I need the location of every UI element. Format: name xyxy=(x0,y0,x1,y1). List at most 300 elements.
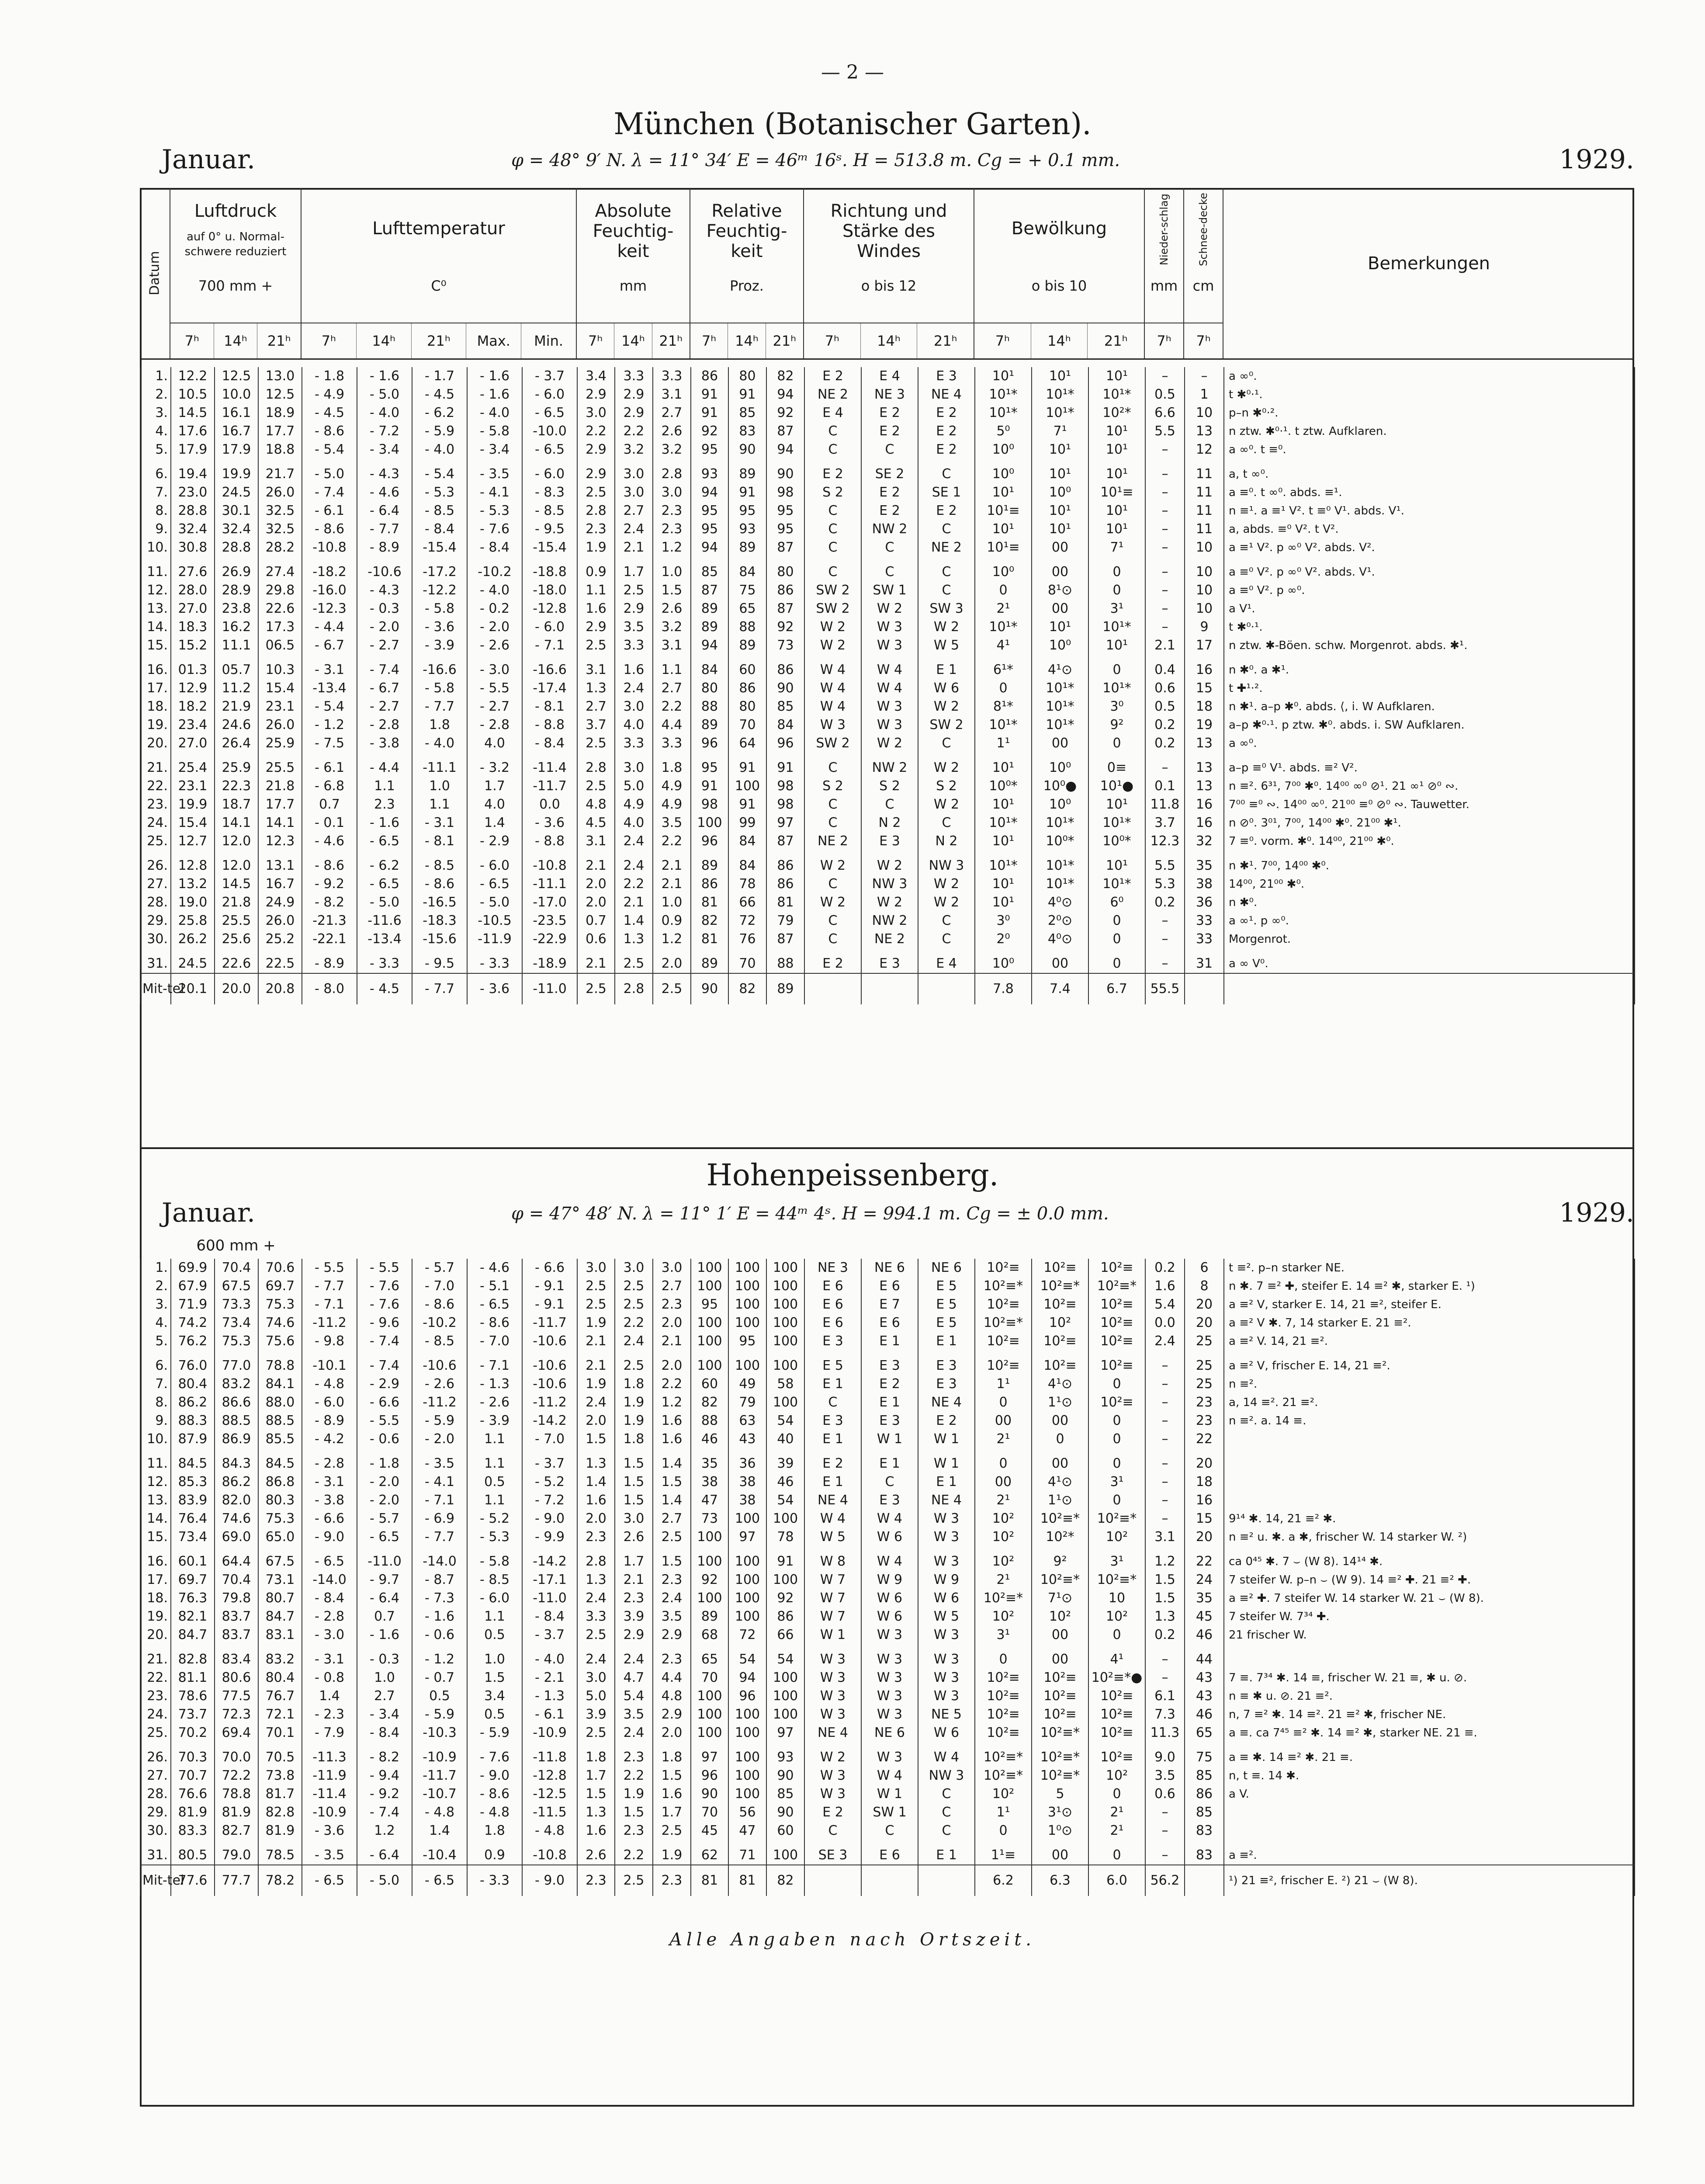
cell-t7: - 5.4 xyxy=(302,698,357,716)
cell-nied: – xyxy=(1145,1650,1185,1669)
cell-r21: 81 xyxy=(766,893,804,912)
cell-tmax: - 2.9 xyxy=(467,832,522,851)
cell-p7: 71.9 xyxy=(171,1295,215,1314)
cell-nied: – xyxy=(1145,1375,1185,1393)
cell-a14: 2.2 xyxy=(615,875,653,893)
cell-t21: - 2.6 xyxy=(412,1375,467,1393)
gap-cell xyxy=(861,1546,918,1552)
cell-tmax: - 6.0 xyxy=(467,857,522,875)
cell-a7: 2.5 xyxy=(577,1295,615,1314)
cell-r14: 70 xyxy=(728,955,766,973)
cell-r7: 89 xyxy=(691,600,728,618)
gap-cell xyxy=(1088,459,1145,465)
cell-r21: 54 xyxy=(766,1650,804,1669)
cell-b21: 10²≡ xyxy=(1088,1687,1145,1705)
cell-r21: 39 xyxy=(766,1455,804,1473)
cell-w7: W 7 xyxy=(804,1571,861,1589)
cell-nied: – xyxy=(1145,1455,1185,1473)
cell-t14: -11.6 xyxy=(357,912,412,930)
cell-a14: 3.3 xyxy=(615,636,653,655)
gap-cell xyxy=(1032,655,1088,661)
cell-day: 24. xyxy=(140,1705,171,1724)
cell-a14: 4.7 xyxy=(615,1669,653,1687)
cell-b21: 10²≡ xyxy=(1088,1314,1145,1332)
cell-r14: 47 xyxy=(728,1822,766,1840)
cell-r21: 92 xyxy=(766,618,804,636)
cell-p7: 12.9 xyxy=(171,679,215,698)
cell-schnee: 9 xyxy=(1185,618,1224,636)
cell-w7: W 3 xyxy=(804,1767,861,1785)
cell-r7: 81 xyxy=(691,930,728,948)
gap-cell xyxy=(467,1546,522,1552)
cell-r14: 100 xyxy=(728,1748,766,1767)
cell-a7: 2.5 xyxy=(577,973,615,1004)
header-rel-unit: Proz. xyxy=(730,278,764,294)
gap-cell xyxy=(1088,1644,1145,1650)
cell-r21: 86 xyxy=(766,875,804,893)
cell-day: 5. xyxy=(140,1332,171,1351)
cell-b7: 10⁰* xyxy=(975,777,1032,795)
cell-rem: a, t ∞⁰. xyxy=(1224,465,1635,483)
cell-t7: - 3.0 xyxy=(302,1626,357,1644)
cell-w21: C xyxy=(918,520,975,538)
cell-b7: 0 xyxy=(975,679,1032,698)
cell-schnee: 10 xyxy=(1185,563,1224,581)
cell-b7: 10¹ xyxy=(975,520,1032,538)
cell-t21: -14.0 xyxy=(412,1552,467,1571)
cell-rem: a ≡⁰. t ∞⁰. abds. ≡¹. xyxy=(1224,483,1635,502)
cell-r14: 72 xyxy=(728,912,766,930)
cell-p14: 22.6 xyxy=(215,955,258,973)
table-row xyxy=(140,483,1635,502)
cell-w21: E 2 xyxy=(918,441,975,459)
cell-rem: a ≡² V. 14, 21 ≡². xyxy=(1224,1332,1635,1351)
cell-t21: -15.6 xyxy=(412,930,467,948)
cell-r14: 38 xyxy=(728,1491,766,1510)
cell-w14: E 1 xyxy=(861,1393,918,1412)
header-bew-unit: o bis 10 xyxy=(1031,278,1087,294)
cell-day: 8. xyxy=(140,502,171,520)
cell-day: 30. xyxy=(140,1822,171,1840)
cell-tmax: - 5.3 xyxy=(467,1528,522,1546)
cell-b21: 10²≡ xyxy=(1088,1748,1145,1767)
cell-nied: 1.2 xyxy=(1145,1552,1185,1571)
header-hour-7: 7ʰ xyxy=(690,323,728,358)
cell-b14: 1¹⊙ xyxy=(1032,1491,1088,1510)
cell-a21: 1.0 xyxy=(653,563,691,581)
cell-w21: W 4 xyxy=(918,1748,975,1767)
cell-w21: NE 4 xyxy=(918,1491,975,1510)
cell-rem: a ≡ ✱. 14 ≡² ✱. 21 ≡. xyxy=(1224,1748,1635,1767)
gap-cell xyxy=(653,1840,691,1846)
header-luftdruck xyxy=(170,188,301,358)
cell-a14: 1.5 xyxy=(615,1473,653,1491)
cell-b7: 0 xyxy=(975,1393,1032,1412)
header-rel-feuchtigkeit xyxy=(690,188,804,358)
cell-schnee: 16 xyxy=(1185,1491,1224,1510)
cell-t7: -11.4 xyxy=(302,1785,357,1803)
cell-tmax: 1.5 xyxy=(467,1669,522,1687)
cell-b21: 10¹* xyxy=(1088,679,1145,698)
cell-w14: NE 6 xyxy=(861,1259,918,1277)
cell-b21: 0 xyxy=(1088,1491,1145,1510)
cell-t7: - 4.9 xyxy=(302,385,357,404)
gap-cell xyxy=(804,1351,861,1357)
cell-t7: - 4.4 xyxy=(302,618,357,636)
cell-p7: 25.8 xyxy=(171,912,215,930)
cell-t21: 1.0 xyxy=(412,777,467,795)
header-nieder-hours xyxy=(1145,323,1183,358)
cell-t21: - 2.0 xyxy=(412,1430,467,1448)
gap-cell xyxy=(1185,655,1224,661)
cell-p14: 67.5 xyxy=(215,1277,258,1295)
cell-r21: 100 xyxy=(766,1295,804,1314)
cell-p21: 78.5 xyxy=(258,1846,302,1865)
cell-a21: 3.2 xyxy=(653,618,691,636)
cell-p14: 69.4 xyxy=(215,1724,258,1742)
cell-a21: 2.7 xyxy=(653,1277,691,1295)
cell-p21: 83.2 xyxy=(258,1650,302,1669)
cell-t7: - 8.6 xyxy=(302,422,357,441)
cell-w14: C xyxy=(861,1473,918,1491)
gap-cell xyxy=(577,1644,615,1650)
cell-t14: - 6.5 xyxy=(357,1528,412,1546)
cell-r14: 71 xyxy=(728,1846,766,1865)
gap-cell xyxy=(691,1546,728,1552)
cell-t7: - 0.8 xyxy=(302,1669,357,1687)
gap-cell xyxy=(653,851,691,857)
cell-tmax: - 3.6 xyxy=(467,973,522,1004)
cell-b21: 0 xyxy=(1088,1785,1145,1803)
cell-w7: E 6 xyxy=(804,1295,861,1314)
cell-tmin: - 6.5 xyxy=(522,441,577,459)
cell-t7: - 2.8 xyxy=(302,1455,357,1473)
cell-b14: 0 xyxy=(1032,1430,1088,1448)
cell-a14: 1.5 xyxy=(615,1491,653,1510)
cell-r21: 87 xyxy=(766,930,804,948)
cell-p7: 88.3 xyxy=(171,1412,215,1430)
cell-b14: 00 xyxy=(1032,563,1088,581)
cell-w14: NE 2 xyxy=(861,930,918,948)
cell-r21: 80 xyxy=(766,563,804,581)
cell-a21: 4.4 xyxy=(653,1669,691,1687)
gap-cell xyxy=(522,459,577,465)
cell-r14: 80 xyxy=(728,698,766,716)
gap-cell xyxy=(171,459,215,465)
gap-cell xyxy=(140,1351,171,1357)
cell-tmax: - 3.0 xyxy=(467,661,522,679)
gap-cell xyxy=(302,557,357,563)
cell-a21: 2.0 xyxy=(653,1357,691,1375)
cell-r14: 82 xyxy=(728,973,766,1004)
cell-a14: 2.7 xyxy=(615,502,653,520)
gap-cell xyxy=(615,851,653,857)
cell-w14: E 1 xyxy=(861,1455,918,1473)
header-hour-14: 14ʰ xyxy=(614,323,652,358)
gap-cell xyxy=(804,851,861,857)
gap-cell xyxy=(412,1644,467,1650)
cell-t7: -14.0 xyxy=(302,1571,357,1589)
cell-w7: NE 2 xyxy=(804,832,861,851)
cell-b14: 10⁰● xyxy=(1032,777,1088,795)
gap-cell xyxy=(215,948,258,955)
cell-r7: 93 xyxy=(691,465,728,483)
gap-cell xyxy=(861,1448,918,1455)
cell-b14: 10²* xyxy=(1032,1528,1088,1546)
cell-rem: n ✱⁰. a ✱¹. xyxy=(1224,661,1635,679)
cell-a21: 1.9 xyxy=(653,1846,691,1865)
cell-r7: 95 xyxy=(691,1295,728,1314)
table-row xyxy=(140,1724,1635,1742)
cell-tmax: - 3.5 xyxy=(467,465,522,483)
gap-cell xyxy=(804,1742,861,1748)
cell-t7: - 2.8 xyxy=(302,1608,357,1626)
cell-t7: - 4.8 xyxy=(302,1375,357,1393)
cell-w7: C xyxy=(804,930,861,948)
gap-cell xyxy=(1088,1742,1145,1748)
cell-a21: 2.1 xyxy=(653,1332,691,1351)
cell-p21: 70.1 xyxy=(258,1724,302,1742)
cell-w7: W 7 xyxy=(804,1608,861,1626)
cell-w7: W 2 xyxy=(804,636,861,655)
cell-tmin: -11.7 xyxy=(522,777,577,795)
cell-rem xyxy=(1224,1491,1635,1510)
header-hour-14: 14ʰ xyxy=(214,323,258,358)
cell-r14: 91 xyxy=(728,483,766,502)
gap-cell xyxy=(140,1546,171,1552)
cell-r14: 91 xyxy=(728,385,766,404)
cell-tmin: - 4.0 xyxy=(522,1650,577,1669)
cell-schnee: 83 xyxy=(1185,1822,1224,1840)
cell-w7: E 6 xyxy=(804,1314,861,1332)
cell-p21: 18.8 xyxy=(258,441,302,459)
cell-w21: C xyxy=(918,581,975,600)
cell-a14: 2.9 xyxy=(615,1626,653,1644)
cell-day: 10. xyxy=(140,538,171,557)
cell-nied: – xyxy=(1145,618,1185,636)
gap-cell xyxy=(522,1840,577,1846)
cell-p21: 27.4 xyxy=(258,563,302,581)
gap-cell xyxy=(258,557,302,563)
cell-t14: 2.3 xyxy=(357,795,412,814)
gap-cell xyxy=(975,1351,1032,1357)
cell-a21: 2.3 xyxy=(653,502,691,520)
cell-tmin: -10.8 xyxy=(522,857,577,875)
cell-t21: 1.8 xyxy=(412,716,467,734)
cell-p14: 82.0 xyxy=(215,1491,258,1510)
cell-a21: 2.2 xyxy=(653,832,691,851)
cell-nied: 0.0 xyxy=(1145,1314,1185,1332)
cell-t21: -15.4 xyxy=(412,538,467,557)
cell-w14: W 2 xyxy=(861,734,918,753)
cell-r7: 65 xyxy=(691,1650,728,1669)
cell-p7: 27.0 xyxy=(171,600,215,618)
cell-b14: 1¹⊙ xyxy=(1032,1393,1088,1412)
cell-nied: 3.1 xyxy=(1145,1528,1185,1546)
cell-p21: 75.3 xyxy=(258,1295,302,1314)
cell-tmax: 1.1 xyxy=(467,1608,522,1626)
cell-w14: E 7 xyxy=(861,1295,918,1314)
cell-nied: 12.3 xyxy=(1145,832,1185,851)
gap-cell xyxy=(467,1840,522,1846)
header-schnee-box xyxy=(1184,192,1223,267)
cell-p14: 32.4 xyxy=(215,520,258,538)
cell-r7: 84 xyxy=(691,661,728,679)
cell-tmin: - 3.7 xyxy=(522,1455,577,1473)
gap-cell xyxy=(577,753,615,759)
cell-day: 25. xyxy=(140,832,171,851)
cell-w14: W 2 xyxy=(861,857,918,875)
gap-cell xyxy=(1185,851,1224,857)
cell-tmin: -16.6 xyxy=(522,661,577,679)
header-nieder-box xyxy=(1145,192,1183,267)
cell-a7: 3.0 xyxy=(577,1259,615,1277)
cell-p14: 84.3 xyxy=(215,1455,258,1473)
cell-w21: C xyxy=(918,465,975,483)
cell-t14: - 6.5 xyxy=(357,832,412,851)
cell-w14: W 3 xyxy=(861,1687,918,1705)
cell-r14: 100 xyxy=(728,1785,766,1803)
cell-a21: 1.1 xyxy=(653,661,691,679)
table-row xyxy=(140,857,1635,875)
header-abs-label: Absolute Feuchtig-keit xyxy=(593,201,674,261)
cell-r21: 96 xyxy=(766,734,804,753)
cell-t7: - 8.6 xyxy=(302,520,357,538)
year-label: 1929. xyxy=(1559,1198,1634,1228)
gap-cell xyxy=(357,557,412,563)
gap-cell xyxy=(728,753,766,759)
cell-w14: E 3 xyxy=(861,955,918,973)
cell-a14: 2.4 xyxy=(615,1724,653,1742)
cell-b14: 7¹⊙ xyxy=(1032,1589,1088,1608)
cell-r7: 95 xyxy=(691,520,728,538)
cell-b14: 8¹⊙ xyxy=(1032,581,1088,600)
cell-day: 26. xyxy=(140,857,171,875)
cell-t14: - 6.2 xyxy=(357,857,412,875)
cell-w7 xyxy=(804,973,861,1004)
cell-w21 xyxy=(918,1865,975,1896)
cell-t7: - 5.4 xyxy=(302,441,357,459)
cell-a14: 2.5 xyxy=(615,1357,653,1375)
cell-w14: W 3 xyxy=(861,1650,918,1669)
cell-t21: - 7.7 xyxy=(412,1528,467,1546)
cell-p21: 65.0 xyxy=(258,1528,302,1546)
cell-b21: 6.7 xyxy=(1088,973,1145,1004)
cell-nied: 5.5 xyxy=(1145,857,1185,875)
gap-cell xyxy=(861,459,918,465)
cell-schnee: 12 xyxy=(1185,441,1224,459)
table-row xyxy=(140,1803,1635,1822)
cell-w7: E 2 xyxy=(804,1455,861,1473)
header-hour-21: 21ʰ xyxy=(659,333,683,349)
cell-r7: 85 xyxy=(691,563,728,581)
cell-p7: 27.0 xyxy=(171,734,215,753)
cell-b21: 0≡ xyxy=(1088,759,1145,777)
cell-r21: 94 xyxy=(766,385,804,404)
cell-tmin: -14.2 xyxy=(522,1412,577,1430)
cell-r21: 100 xyxy=(766,1669,804,1687)
table-row xyxy=(140,1491,1635,1510)
cell-tmin: - 5.2 xyxy=(522,1473,577,1491)
cell-rem: n ≡². xyxy=(1224,1375,1635,1393)
cell-p7: 77.6 xyxy=(171,1865,215,1896)
cell-tmin: - 9.1 xyxy=(522,1295,577,1314)
table-row xyxy=(140,465,1635,483)
cell-w7: W 3 xyxy=(804,716,861,734)
cell-b14: 10¹ xyxy=(1032,618,1088,636)
cell-b14: 10² xyxy=(1032,1608,1088,1626)
cell-tmax: - 8.6 xyxy=(467,1785,522,1803)
cell-a21: 2.2 xyxy=(653,698,691,716)
cell-t7: - 6.7 xyxy=(302,636,357,655)
cell-tmin: - 6.0 xyxy=(522,618,577,636)
cell-r14: 80 xyxy=(728,367,766,385)
cell-r14: 43 xyxy=(728,1430,766,1448)
cell-t14: -13.4 xyxy=(357,930,412,948)
cell-w14: NW 2 xyxy=(861,520,918,538)
cell-r7: 86 xyxy=(691,875,728,893)
gap-cell xyxy=(577,851,615,857)
gap-cell xyxy=(653,1546,691,1552)
cell-t14: - 6.6 xyxy=(357,1393,412,1412)
cell-rem: p–n ✱⁰·². xyxy=(1224,404,1635,422)
cell-p21: 32.5 xyxy=(258,502,302,520)
cell-a14: 5.4 xyxy=(615,1687,653,1705)
table-row xyxy=(140,563,1635,581)
cell-w14: C xyxy=(861,441,918,459)
cell-t21: - 3.9 xyxy=(412,636,467,655)
cell-r14: 70 xyxy=(728,716,766,734)
cell-p14: 83.2 xyxy=(215,1375,258,1393)
cell-r14: 65 xyxy=(728,600,766,618)
cell-p14: 77.0 xyxy=(215,1357,258,1375)
cell-b21: 9² xyxy=(1088,716,1145,734)
cell-p14: 18.7 xyxy=(215,795,258,814)
cell-schnee: 75 xyxy=(1185,1748,1224,1767)
table-row xyxy=(140,912,1635,930)
table-row xyxy=(140,734,1635,753)
table-row xyxy=(140,955,1635,973)
cell-b7: 10¹* xyxy=(975,385,1032,404)
gap-cell xyxy=(766,1742,804,1748)
station-title-muenchen: München (Botanischer Garten). xyxy=(613,107,1092,142)
cell-a7: 1.1 xyxy=(577,581,615,600)
cell-a21: 1.2 xyxy=(653,930,691,948)
cell-a21: 3.2 xyxy=(653,441,691,459)
cell-b7: 2¹ xyxy=(975,1491,1032,1510)
cell-a14: 3.0 xyxy=(615,698,653,716)
gap-cell xyxy=(975,1644,1032,1650)
cell-tmin: -14.2 xyxy=(522,1552,577,1571)
cell-a7: 2.6 xyxy=(577,1846,615,1865)
cell-p7: 14.5 xyxy=(171,404,215,422)
cell-r21: 97 xyxy=(766,1724,804,1742)
gap-cell xyxy=(1145,1351,1185,1357)
cell-schnee xyxy=(1185,973,1224,1004)
gap-cell xyxy=(615,1546,653,1552)
header-hour-7: 7ʰ xyxy=(1196,333,1211,349)
cell-t21: - 5.4 xyxy=(412,465,467,483)
gap-cell xyxy=(1032,1546,1088,1552)
gap-cell xyxy=(215,1546,258,1552)
cell-tmax: - 8.4 xyxy=(467,538,522,557)
cell-a21: 2.2 xyxy=(653,1375,691,1393)
gap-cell xyxy=(1088,1351,1145,1357)
gap-cell xyxy=(140,851,171,857)
cell-day: 6. xyxy=(140,465,171,483)
cell-p7: 12.7 xyxy=(171,832,215,851)
cell-b14: 10¹* xyxy=(1032,404,1088,422)
